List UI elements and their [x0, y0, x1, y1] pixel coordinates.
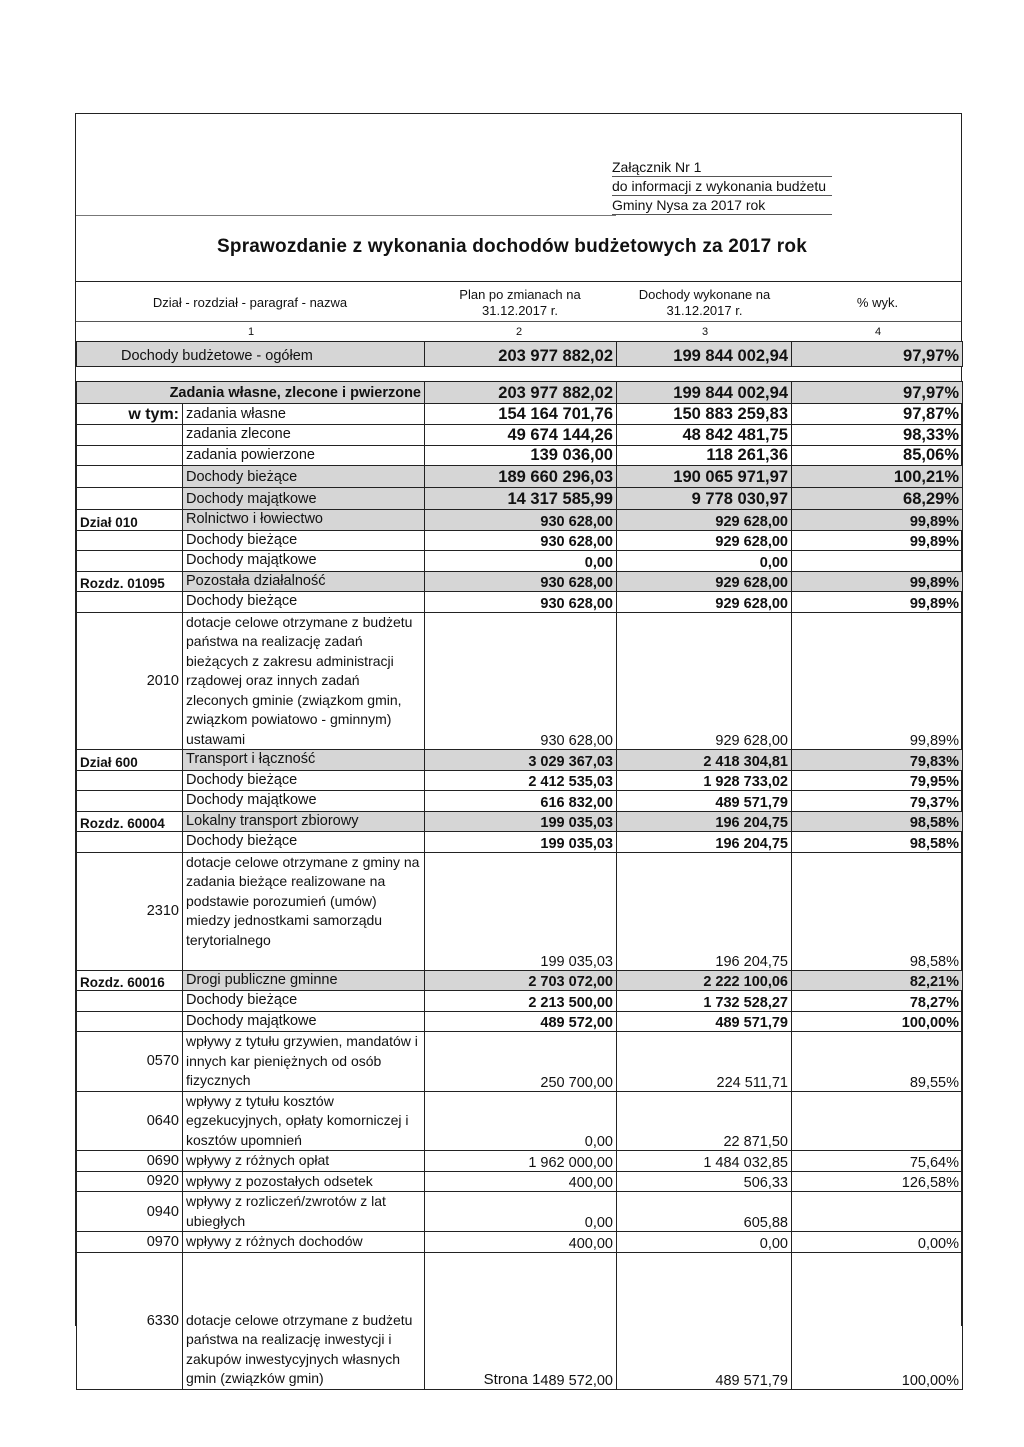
row-pct: 100,21% — [792, 466, 963, 488]
row-plan: 14 317 585,99 — [425, 488, 617, 510]
row-pct: 97,97% — [792, 382, 963, 404]
table-row — [77, 970, 963, 991]
table-row — [77, 832, 963, 853]
row-code — [77, 1011, 183, 1032]
row-plan: 3 029 367,03 — [425, 750, 617, 771]
row-pct: 68,29% — [792, 488, 963, 510]
row-label: wpływy z rozliczeń/zwrotów z lat ubiegłych — [183, 1192, 425, 1232]
row-pct: 99,89% — [792, 510, 963, 531]
table-row — [77, 1252, 963, 1389]
attachment-line-3: Gminy Nysa za 2017 rok — [612, 196, 832, 215]
row-plan: 930 628,00 — [425, 612, 617, 750]
row-plan: 930 628,00 — [425, 571, 617, 592]
row-label: wpływy z pozostałych odsetek — [183, 1171, 425, 1192]
colnum-3: 3 — [702, 326, 709, 338]
row-pct: 99,89% — [792, 592, 963, 613]
row-done: 929 628,00 — [617, 530, 792, 551]
row-code: w tym: — [77, 404, 183, 425]
row-plan: 2 213 500,00 — [425, 991, 617, 1012]
row-pct: 97,87% — [792, 404, 963, 425]
row-done: 196 204,75 — [617, 811, 792, 832]
row-pct: 98,33% — [792, 425, 963, 446]
attachment-line-2: do informacji z wykonania budżetu — [612, 177, 832, 196]
row-code — [77, 551, 183, 572]
row-plan: 930 628,00 — [425, 592, 617, 613]
row-code: 0570 — [77, 1032, 183, 1092]
row-pct — [792, 1192, 963, 1232]
table-row — [77, 750, 963, 771]
row-code — [77, 530, 183, 551]
row-done: 150 883 259,83 — [617, 404, 792, 425]
row-code — [77, 445, 183, 466]
report-title: Sprawozdanie z wykonania dochodów budżetowych za 2017 rok — [217, 236, 807, 257]
row-done: 196 204,75 — [617, 832, 792, 853]
header-name: Dział - rozdział - paragraf - nazwa — [152, 295, 348, 310]
row-plan: 930 628,00 — [425, 530, 617, 551]
row-code: 6330 — [77, 1252, 183, 1389]
row-label: zadania zlecone — [183, 425, 425, 446]
row-plan: 49 674 144,26 — [425, 425, 617, 446]
row-label: Dochody bieżące — [183, 592, 425, 613]
table-row — [77, 530, 963, 551]
row-code: 0970 — [77, 1232, 183, 1253]
row-code: Rozdz. 60016 — [77, 970, 183, 991]
row-done: 489 571,79 — [617, 791, 792, 812]
row-pct: 99,89% — [792, 571, 963, 592]
table-row — [77, 404, 963, 425]
row-label: Dochody bieżące — [183, 770, 425, 791]
row-plan: 139 036,00 — [425, 445, 617, 466]
table-row — [77, 1032, 963, 1092]
income-table — [76, 341, 963, 1390]
table-row — [77, 811, 963, 832]
row-pct: 98,58% — [792, 852, 963, 970]
table-row — [77, 445, 963, 466]
table-row — [77, 612, 963, 750]
row-plan: 199 035,03 — [425, 832, 617, 853]
row-label: dotacje celowe otrzymane z budżetu państwa na realizację zadań bieżących z zakresu administracji rządowej oraz innych zadań zleconych gminie (związkom gmin, związkom powiatowo - gminnym) ustawami — [183, 612, 425, 750]
row-code — [77, 832, 183, 853]
table-row — [77, 571, 963, 592]
row-plan: 2 412 535,03 — [425, 770, 617, 791]
row-pct: 85,06% — [792, 445, 963, 466]
row-plan: 930 628,00 — [425, 510, 617, 531]
row-label: Rolnictwo i łowiectwo — [183, 510, 425, 531]
row-label: zadania powierzone — [183, 445, 425, 466]
colnum-4: 4 — [875, 326, 882, 338]
row-plan: 199 035,03 — [425, 852, 617, 970]
row-code: 0940 — [77, 1192, 183, 1232]
row-done: 0,00 — [617, 1232, 792, 1253]
row-done: 199 844 002,94 — [617, 382, 792, 404]
total-plan: 203 977 882,02 — [425, 342, 617, 367]
table-row — [77, 991, 963, 1012]
row-label: Dochody bieżące — [183, 530, 425, 551]
row-plan: 203 977 882,02 — [425, 382, 617, 404]
row-pct: 100,00% — [792, 1011, 963, 1032]
attachment-divider — [76, 215, 616, 216]
table-row — [77, 1232, 963, 1253]
total-done: 199 844 002,94 — [617, 342, 792, 367]
row-code: 0690 — [77, 1151, 183, 1172]
row-label: Transport i łączność — [183, 750, 425, 771]
row-plan: 154 164 701,76 — [425, 404, 617, 425]
row-done: 2 222 100,06 — [617, 970, 792, 991]
row-label: wpływy z tytułu kosztów egzekucyjnych, opłaty komorniczej i kosztów upomnień — [183, 1091, 425, 1151]
table-row — [77, 852, 963, 970]
row-done: 1 484 032,85 — [617, 1151, 792, 1172]
row-plan: 489 572,00 — [425, 1252, 617, 1389]
row-done: 196 204,75 — [617, 852, 792, 970]
title-divider — [76, 281, 961, 282]
row-label: Drogi publiczne gminne — [183, 970, 425, 991]
row-plan: 1 962 000,00 — [425, 1151, 617, 1172]
row-pct: 98,58% — [792, 832, 963, 853]
row-pct: 126,58% — [792, 1171, 963, 1192]
table-row — [77, 770, 963, 791]
attachment-line-1: Załącznik Nr 1 — [612, 158, 832, 177]
row-code: Rozdz. 60004 — [77, 811, 183, 832]
row-label: Dochody majątkowe — [183, 488, 425, 510]
row-code: Dział 010 — [77, 510, 183, 531]
attachment-note — [612, 158, 832, 215]
table-row — [77, 1192, 963, 1232]
row-pct: 98,58% — [792, 811, 963, 832]
row-code: Dział 600 — [77, 750, 183, 771]
row-done: 118 261,36 — [617, 445, 792, 466]
row-code: 2010 — [77, 612, 183, 750]
row-label: wpływy z różnych dochodów — [183, 1232, 425, 1253]
table-row — [77, 1091, 963, 1151]
row-done: 9 778 030,97 — [617, 488, 792, 510]
row-label: Dochody bieżące — [183, 832, 425, 853]
row-done: 489 571,79 — [617, 1252, 792, 1389]
row-code — [77, 592, 183, 613]
row-plan: 2 703 072,00 — [425, 970, 617, 991]
row-code — [77, 425, 183, 446]
row-done: 1 928 733,02 — [617, 770, 792, 791]
row-plan: 199 035,03 — [425, 811, 617, 832]
row-code — [77, 991, 183, 1012]
row-pct: 99,89% — [792, 612, 963, 750]
row-label: wpływy z różnych opłat — [183, 1151, 425, 1172]
table-row — [77, 382, 963, 404]
row-pct — [792, 1091, 963, 1151]
total-pct: 97,97% — [792, 342, 963, 367]
row-code: 2310 — [77, 852, 183, 970]
row-done: 929 628,00 — [617, 592, 792, 613]
row-done: 929 628,00 — [617, 612, 792, 750]
row-label: Dochody majątkowe — [183, 551, 425, 572]
row-code: 0640 — [77, 1091, 183, 1151]
row-pct: 79,83% — [792, 750, 963, 771]
row-plan: 400,00 — [425, 1171, 617, 1192]
row-pct: 75,64% — [792, 1151, 963, 1172]
row-pct: 79,95% — [792, 770, 963, 791]
row-label: Dochody bieżące — [183, 991, 425, 1012]
table-row — [77, 1151, 963, 1172]
colnum-2: 2 — [516, 326, 523, 338]
row-label: dotacje celowe otrzymane z gminy na zadania bieżące realizowane na podstawie porozumień (umów) miedzy jednostkami samorządu terytorialnego — [183, 852, 425, 970]
row-done: 605,88 — [617, 1192, 792, 1232]
row-plan: 0,00 — [425, 551, 617, 572]
row-label: wpływy z tytułu grzywien, mandatów i innych kar pieniężnych od osób fizycznych — [183, 1032, 425, 1092]
row-label: dotacje celowe otrzymane z budżetu państwa na realizację inwestycji i zakupów inwestycyjnych własnych gmin (związków gmin) — [183, 1252, 425, 1389]
row-code — [77, 466, 183, 488]
table-row — [77, 488, 963, 510]
table-row — [77, 791, 963, 812]
row-done: 0,00 — [617, 551, 792, 572]
row-code — [77, 791, 183, 812]
colnum-1: 1 — [248, 326, 255, 338]
table-row — [77, 466, 963, 488]
page-footer: Strona 1 — [483, 1371, 541, 1388]
table-row — [77, 1011, 963, 1032]
row-done: 224 511,71 — [617, 1032, 792, 1092]
row-plan: 489 572,00 — [425, 1011, 617, 1032]
row-done: 929 628,00 — [617, 571, 792, 592]
row-plan: 616 832,00 — [425, 791, 617, 812]
spacer-row — [77, 367, 963, 382]
row-label: zadania własne — [183, 404, 425, 425]
table-row — [77, 1171, 963, 1192]
row-code: Rozdz. 01095 — [77, 571, 183, 592]
row-done: 929 628,00 — [617, 510, 792, 531]
row-plan: 0,00 — [425, 1192, 617, 1232]
row-pct: 100,00% — [792, 1252, 963, 1389]
table-row — [77, 551, 963, 572]
row-plan: 0,00 — [425, 1091, 617, 1151]
column-number-divider — [76, 321, 961, 322]
row-label: Dochody majątkowe — [183, 1011, 425, 1032]
row-done: 489 571,79 — [617, 1011, 792, 1032]
total-row — [77, 342, 963, 367]
row-done: 22 871,50 — [617, 1091, 792, 1151]
row-pct — [792, 551, 963, 572]
row-label: Lokalny transport zbiorowy — [183, 811, 425, 832]
header-done: Dochody wykonane na 31.12.2017 r. — [638, 287, 771, 318]
row-plan: 250 700,00 — [425, 1032, 617, 1092]
row-done: 506,33 — [617, 1171, 792, 1192]
row-pct: 0,00% — [792, 1232, 963, 1253]
table-row — [77, 425, 963, 446]
row-code: 0920 — [77, 1171, 183, 1192]
row-pct: 89,55% — [792, 1032, 963, 1092]
row-done: 190 065 971,97 — [617, 466, 792, 488]
header-pct: % wyk. — [856, 295, 899, 310]
row-plan: 400,00 — [425, 1232, 617, 1253]
row-done: 48 842 481,75 — [617, 425, 792, 446]
row-code — [77, 488, 183, 510]
row-code — [77, 770, 183, 791]
row-pct: 99,89% — [792, 530, 963, 551]
row-label: Zadania własne, zlecone i pwierzone — [77, 382, 425, 404]
header-plan: Plan po zmianach na 31.12.2017 r. — [459, 287, 581, 318]
row-plan: 189 660 296,03 — [425, 466, 617, 488]
row-label: Dochody bieżące — [183, 466, 425, 488]
row-label: Dochody majątkowe — [183, 791, 425, 812]
row-label: Pozostała działalność — [183, 571, 425, 592]
table-row — [77, 510, 963, 531]
table-row — [77, 592, 963, 613]
row-done: 1 732 528,27 — [617, 991, 792, 1012]
total-label: Dochody budżetowe - ogółem — [77, 342, 425, 367]
row-done: 2 418 304,81 — [617, 750, 792, 771]
row-pct: 78,27% — [792, 991, 963, 1012]
row-pct: 82,21% — [792, 970, 963, 991]
row-pct: 79,37% — [792, 791, 963, 812]
